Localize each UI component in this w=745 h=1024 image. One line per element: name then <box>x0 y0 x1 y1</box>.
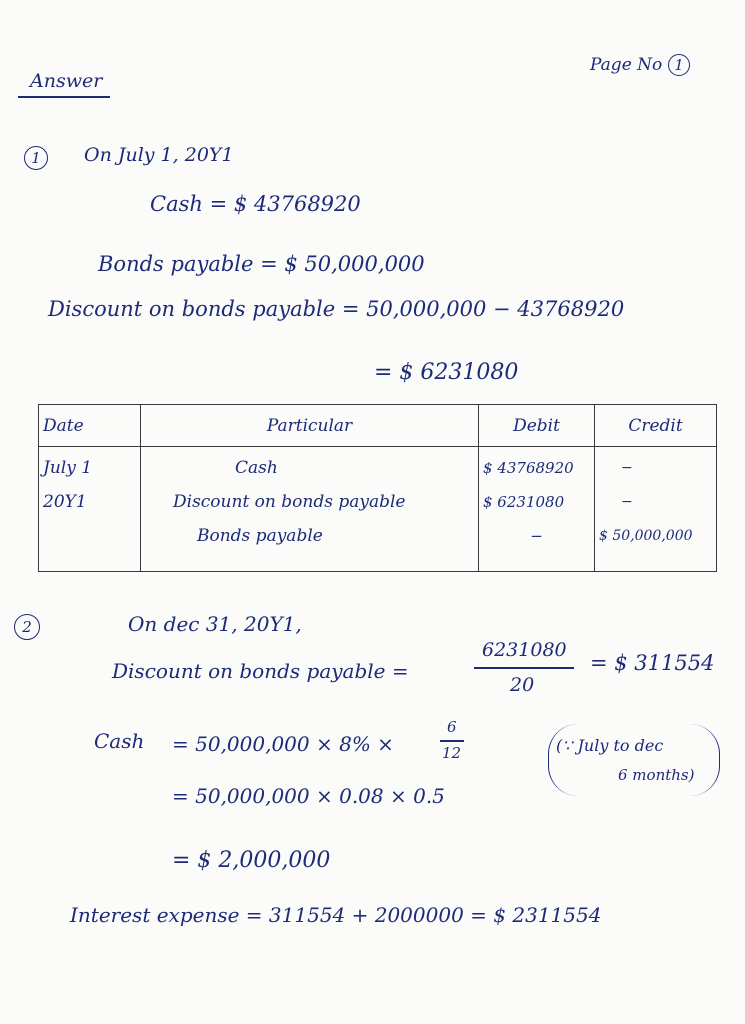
part1-discount-result: = $ 6231080 <box>374 360 519 385</box>
part2-frac-numerator: 6231080 <box>482 639 567 661</box>
part1-number-value: 1 <box>31 149 41 167</box>
journal-row1-credit: − <box>621 460 633 476</box>
part1-number <box>24 146 48 170</box>
part2-cash-eq2: = 50,000,000 × 0.08 × 0.5 <box>172 784 445 808</box>
part1-intro: On July 1, 20Y1 <box>84 144 234 166</box>
journal-header-debit: Debit <box>479 405 595 447</box>
journal-row3-debit: − <box>530 527 543 545</box>
months-note-line1: (∵ July to dec <box>556 736 664 755</box>
part2-cash-eq1: = 50,000,000 × 8% × <box>172 732 394 756</box>
part2-discount-result: = $ 311554 <box>590 651 715 675</box>
part2-cash-frac-denominator: 12 <box>442 744 462 762</box>
part2-number <box>14 614 40 640</box>
part1-cash-line: Cash = $ 43768920 <box>150 192 361 216</box>
months-note-bracket <box>548 724 720 796</box>
journal-header-credit: Credit <box>595 405 717 447</box>
part2-cash-eq3: = $ 2,000,000 <box>172 848 331 873</box>
answer-underline <box>18 96 110 98</box>
part2-frac-denominator: 20 <box>510 674 535 696</box>
part1-bonds-line: Bonds payable = $ 50,000,000 <box>98 252 425 276</box>
journal-table <box>38 404 717 572</box>
months-note-line2: 6 months) <box>618 766 695 784</box>
journal-date-line1: July 1 <box>43 458 93 478</box>
journal-header-row <box>39 405 717 447</box>
part2-frac-bar <box>474 667 574 669</box>
journal-row1-debit: $ 43768920 <box>483 459 574 477</box>
page-number-circle <box>668 54 690 76</box>
part2-cash-frac-bar <box>440 740 464 742</box>
journal-row3-particular: Bonds payable <box>197 526 323 546</box>
interest-expense-line: Interest expense = 311554 + 2000000 = $ 2311554 <box>70 903 602 927</box>
part2-cash-frac-numerator: 6 <box>447 718 457 736</box>
part1-discount-line: Discount on bonds payable = 50,000,000 − 43768920 <box>48 297 625 321</box>
part2-intro: On dec 31, 20Y1, <box>128 612 302 636</box>
journal-header-date: Date <box>39 405 141 447</box>
journal-row3-credit: $ 50,000,000 <box>599 528 693 544</box>
journal-row2-particular: Discount on bonds payable <box>173 492 406 512</box>
journal-row1-particular: Cash <box>235 458 278 478</box>
page-number-value: 1 <box>674 56 684 74</box>
journal-row2-credit: − <box>621 494 633 510</box>
part2-discount-label: Discount on bonds payable = <box>112 659 409 683</box>
part2-cash-label: Cash <box>94 729 145 753</box>
journal-header-particular: Particular <box>141 405 479 447</box>
journal-body-row <box>39 447 717 572</box>
journal-row2-debit: $ 6231080 <box>483 493 565 511</box>
page-number-label: Page No <box>590 55 663 75</box>
answer-heading: Answer <box>30 70 103 92</box>
journal-date-line2: 20Y1 <box>43 492 87 512</box>
part2-number-value: 2 <box>22 618 32 636</box>
